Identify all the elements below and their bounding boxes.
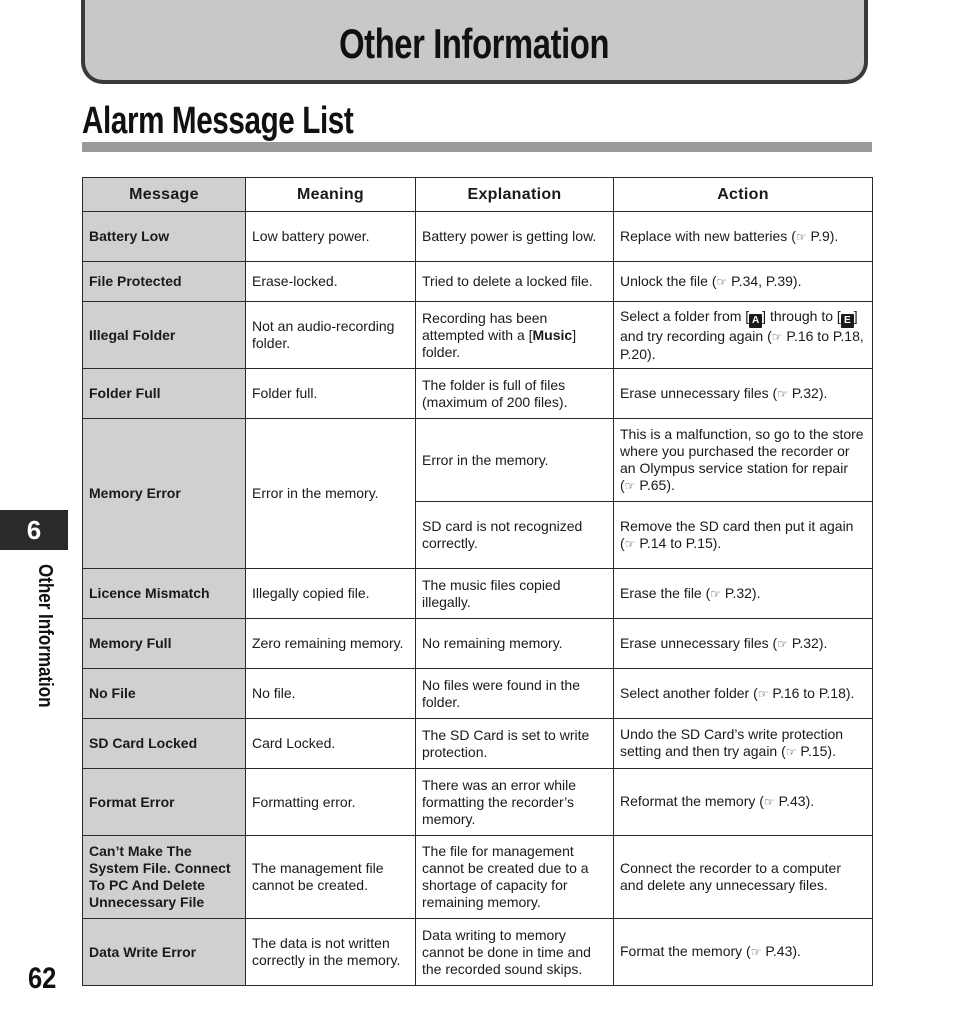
explanation-cell: SD card is not recognized correctly. — [416, 502, 614, 569]
page-reference-icon: ☞ — [624, 536, 636, 551]
table-row — [83, 369, 873, 419]
chapter-title: Other Information — [339, 20, 610, 67]
page-reference-icon: ☞ — [750, 945, 762, 959]
explanation-cell: No files were found in the folder. — [416, 669, 614, 719]
message-cell: File Protected — [83, 262, 246, 302]
column-header-explanation: Explanation — [416, 178, 614, 212]
message-cell: Data Write Error — [83, 919, 246, 986]
message-cell: Memory Full — [83, 619, 246, 669]
message-cell: Battery Low — [83, 212, 246, 262]
action-cell: Select another folder (☞ P.16 to P.18). — [614, 669, 873, 719]
message-cell: SD Card Locked — [83, 719, 246, 769]
heading-rule — [82, 142, 872, 152]
action-cell: Erase the file (☞ P.32). — [614, 569, 873, 619]
message-cell: Illegal Folder — [83, 302, 246, 369]
meaning-cell: Card Locked. — [246, 719, 416, 769]
message-cell: Format Error — [83, 769, 246, 836]
column-header-meaning: Meaning — [246, 178, 416, 212]
folder-e-icon: E — [841, 314, 854, 328]
page-reference-icon: ☞ — [777, 386, 788, 401]
table-row — [83, 719, 873, 769]
page-reference-icon: ☞ — [771, 329, 783, 344]
explanation-cell: Battery power is getting low. — [416, 212, 614, 262]
chapter-tab: 6 — [0, 510, 68, 550]
action-cell: Remove the SD card then put it again (☞ P.14 to P.15). — [614, 502, 873, 569]
page-reference-icon: ☞ — [710, 586, 722, 601]
column-header-message: Message — [83, 178, 246, 212]
meaning-cell: The data is not written correctly in the memory. — [246, 919, 416, 986]
table-row — [83, 302, 873, 369]
side-chapter-label — [28, 564, 58, 734]
explanation-cell: The music files copied illegally. — [416, 569, 614, 619]
folder-a-icon: A — [749, 314, 762, 328]
meaning-cell: Erase-locked. — [246, 262, 416, 302]
table-row — [83, 619, 873, 669]
action-cell: Select a folder from [ A ] through to [ E ] and try recording again (☞ P.16 to P.18, P.20). — [614, 302, 873, 369]
table-row — [83, 212, 873, 262]
message-cell: Licence Mismatch — [83, 569, 246, 619]
meaning-cell: Zero remaining memory. — [246, 619, 416, 669]
table-row — [83, 419, 873, 502]
chapter-header-box — [81, 0, 868, 84]
action-cell: Format the memory (☞ P.43). — [614, 919, 873, 986]
explanation-cell: Recording has been attempted with a [Music] folder. — [416, 302, 614, 369]
meaning-cell: Folder full. — [246, 369, 416, 419]
action-cell: Undo the SD Card’s write protection setting and then try again (☞ P.15). — [614, 719, 873, 769]
action-cell: Connect the recorder to a computer and delete any unnecessary files. — [614, 836, 873, 919]
meaning-cell: Not an audio-recording folder. — [246, 302, 416, 369]
action-cell: Replace with new batteries (☞ P.9). — [614, 212, 873, 262]
explanation-cell: The file for management cannot be created due to a shortage of capacity for remaining memory. — [416, 836, 614, 919]
table-row — [83, 669, 873, 719]
page-reference-icon: ☞ — [624, 478, 636, 493]
meaning-cell: Low battery power. — [246, 212, 416, 262]
message-cell: Folder Full — [83, 369, 246, 419]
page-reference-icon: ☞ — [785, 745, 797, 759]
action-cell: Erase unnecessary files (☞ P.32). — [614, 369, 873, 419]
meaning-cell: The management file cannot be created. — [246, 836, 416, 919]
message-cell: No File — [83, 669, 246, 719]
column-header-action: Action — [614, 178, 873, 212]
page-reference-icon: ☞ — [777, 636, 788, 651]
explanation-cell: The folder is full of files (maximum of 200 files). — [416, 369, 614, 419]
explanation-cell: No remaining memory. — [416, 619, 614, 669]
action-cell: This is a malfunction, so go to the store where you purchased the recorder or an Olympus service station for repair (☞ P.65). — [614, 419, 873, 502]
explanation-cell: Error in the memory. — [416, 419, 614, 502]
message-cell: Can’t Make The System File. Connect To PC And Delete Unnecessary File — [83, 836, 246, 919]
alarm-message-table — [82, 177, 873, 986]
explanation-cell: Tried to delete a locked file. — [416, 262, 614, 302]
explanation-cell: Data writing to memory cannot be done in time and the recorded sound skips. — [416, 919, 614, 986]
table-row — [83, 262, 873, 302]
action-cell: Erase unnecessary files (☞ P.32). — [614, 619, 873, 669]
table-row — [83, 769, 873, 836]
table-row — [83, 569, 873, 619]
meaning-cell: Illegally copied file. — [246, 569, 416, 619]
explanation-cell: The SD Card is set to write protection. — [416, 719, 614, 769]
table-header-row — [83, 178, 873, 212]
page-reference-icon: ☞ — [795, 229, 807, 244]
action-cell: Unlock the file (☞ P.34, P.39). — [614, 262, 873, 302]
meaning-cell: Formatting error. — [246, 769, 416, 836]
page-reference-icon: ☞ — [763, 795, 775, 809]
side-chapter-label-text: Other Information — [34, 564, 56, 708]
page-heading: Alarm Message List — [82, 100, 354, 142]
explanation-cell: There was an error while formatting the recorder’s memory. — [416, 769, 614, 836]
action-cell: Reformat the memory (☞ P.43). — [614, 769, 873, 836]
meaning-cell: Error in the memory. — [246, 419, 416, 569]
meaning-cell: No file. — [246, 669, 416, 719]
table-row — [83, 836, 873, 919]
page-number: 62 — [28, 962, 57, 995]
page-reference-icon: ☞ — [757, 686, 769, 701]
table-row — [83, 919, 873, 986]
message-cell: Memory Error — [83, 419, 246, 569]
page-reference-icon: ☞ — [716, 274, 728, 289]
